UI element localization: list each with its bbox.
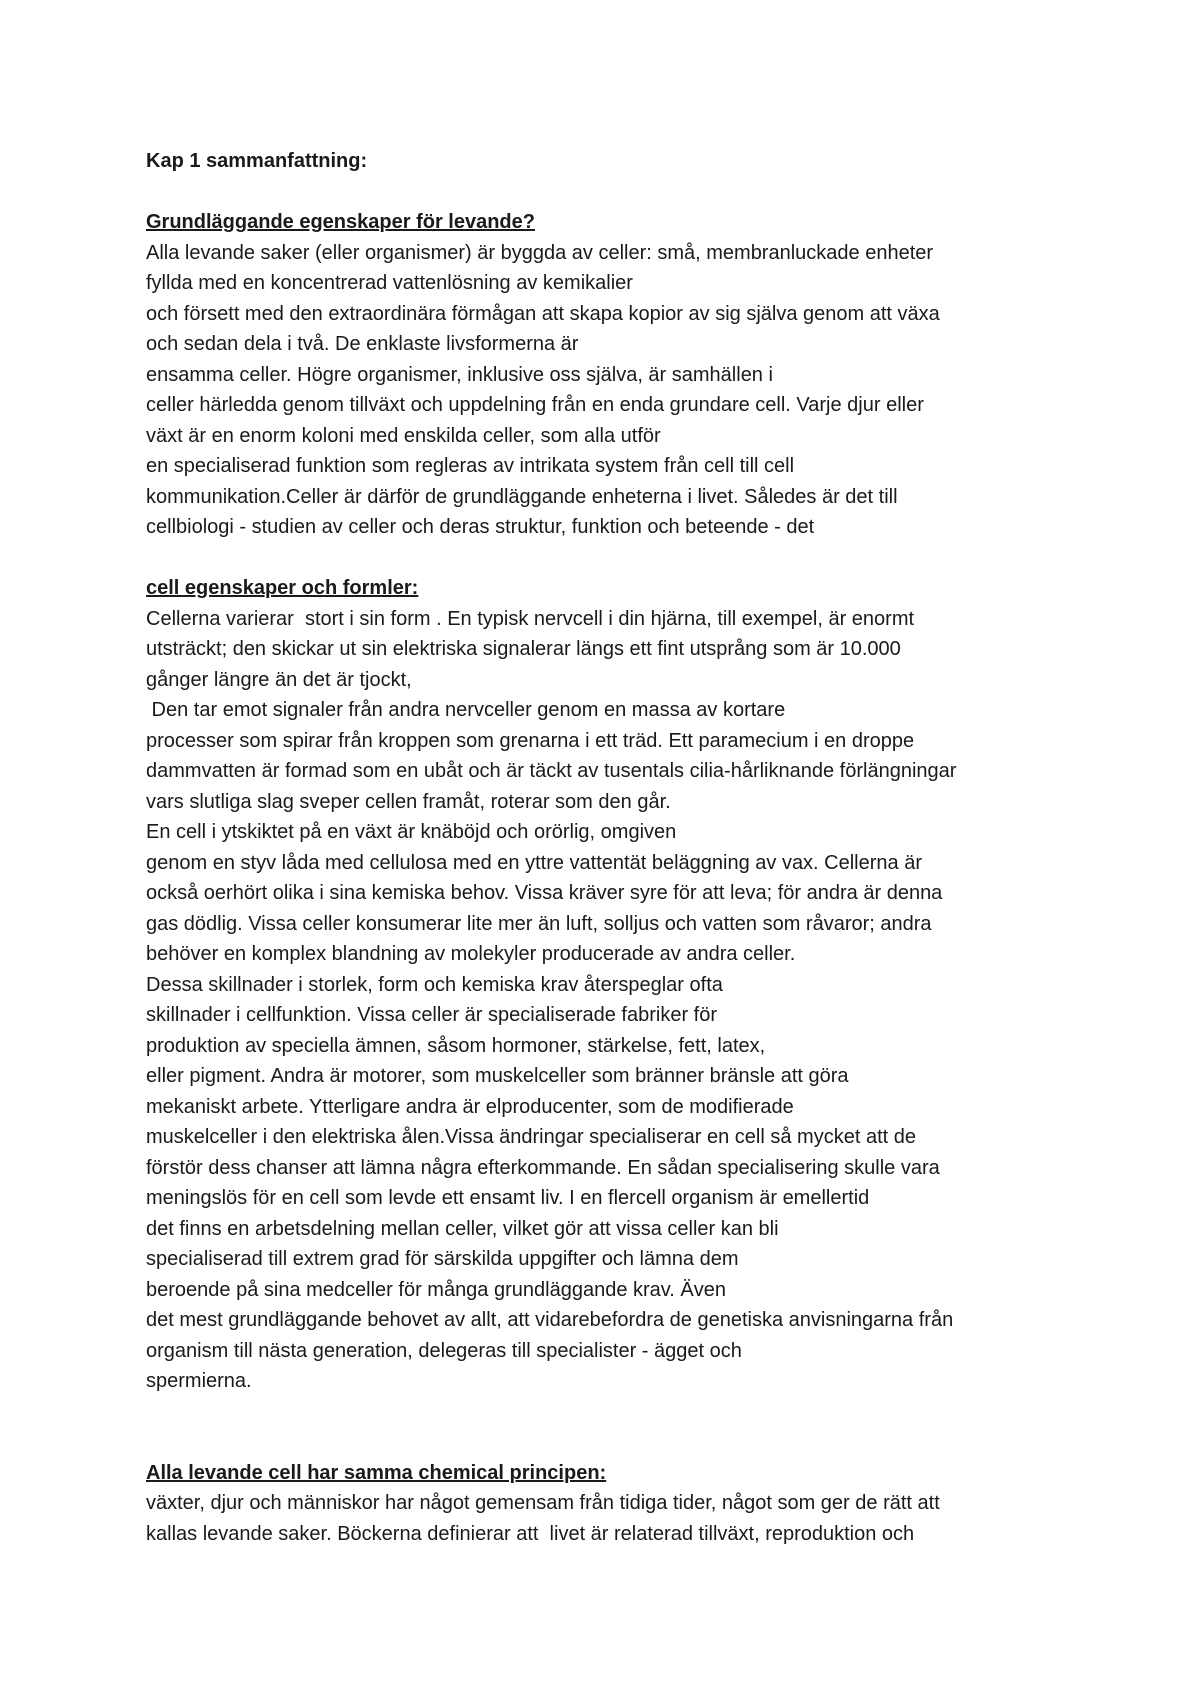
paragraph-line: Den tar emot signaler från andra nervceller genom en massa av kortare xyxy=(146,699,786,721)
section-body-grundlaggande xyxy=(146,238,1086,543)
paragraph-line: gånger längre än det är tjockt, xyxy=(146,668,412,691)
paragraph-line: kommunikation.Celler är därför de grundläggande enheterna i livet. Således är det till xyxy=(146,485,898,508)
paragraph-line: mekaniskt arbete. Ytterligare andra är elproducenter, som de modifierade xyxy=(146,1095,794,1118)
paragraph-line: dammvatten är formad som en ubåt och är täckt av tusentals cilia-hårliknande förlängningar xyxy=(146,760,957,782)
section-body-cell-egenskaper xyxy=(146,604,1086,1397)
paragraph-line: kallas levande saker. Böckerna definierar att livet är relaterad tillväxt, reproduktion och xyxy=(146,1522,915,1545)
paragraph-line: specialiserad till extrem grad för särskilda uppgifter och lämna dem xyxy=(146,1248,739,1270)
paragraph-line: spermierna. xyxy=(146,1370,252,1392)
spacer xyxy=(146,177,1086,208)
document-body xyxy=(146,146,1086,1549)
paragraph-line: och försett med den extraordinära förmågan att skapa kopior av sig själva genom att växa xyxy=(146,302,940,325)
paragraph-line: vars slutliga slag sveper cellen framåt, roterar som den går. xyxy=(146,790,671,813)
section-heading-alla-levande: Alla levande cell har samma chemical principen: xyxy=(146,1461,607,1484)
paragraph-line: fyllda med en koncentrerad vattenlösning av kemikalier xyxy=(146,272,633,294)
spacer xyxy=(146,543,1086,574)
paragraph-line: genom en styv låda med cellulosa med en yttre vattentät beläggning av vax. Cellerna är xyxy=(146,851,922,874)
paragraph-line: växt är en enorm koloni med enskilda celler, som alla utför xyxy=(146,424,661,447)
paragraph-line: växter, djur och människor har något gemensam från tidiga tider, något som ger de rätt att xyxy=(146,1492,940,1514)
spacer xyxy=(146,1397,1086,1458)
paragraph-line: en specialiserad funktion som regleras av intrikata system från cell till cell xyxy=(146,455,795,477)
paragraph-line: utsträckt; den skickar ut sin elektriska signalerar längs ett fint utsprång som är 10.000 xyxy=(146,638,901,660)
paragraph-line: processer som spirar från kroppen som grenarna i ett träd. Ett paramecium i en droppe xyxy=(146,729,915,752)
paragraph-line: och sedan dela i två. De enklaste livsformerna är xyxy=(146,333,579,355)
paragraph-line: det finns en arbetsdelning mellan celler, vilket gör att vissa celler kan bli xyxy=(146,1217,779,1240)
paragraph-line: Alla levande saker (eller organismer) är byggda av celler: små, membranluckade enheter xyxy=(146,241,934,264)
paragraph-line: eller pigment. Andra är motorer, som muskelceller som bränner bränsle att göra xyxy=(146,1065,849,1087)
document-title: Kap 1 sammanfattning: xyxy=(146,150,368,172)
paragraph-line: beroende på sina medceller för många grundläggande krav. Även xyxy=(146,1278,726,1301)
paragraph-line: också oerhört olika i sina kemiska behov. Vissa kräver syre för att leva; för andra är denna xyxy=(146,882,943,904)
paragraph-line: gas dödlig. Vissa celler konsumerar lite mer än luft, solljus och vatten som råvaror; andra xyxy=(146,912,932,935)
paragraph-line: Cellerna varierar stort i sin form . En typisk nervcell i din hjärna, till exempel, är enormt xyxy=(146,607,915,630)
paragraph-line: behöver en komplex blandning av molekyler producerade av andra celler. xyxy=(146,943,796,965)
paragraph-line: meningslös för en cell som levde ett ensamt liv. I en flercell organism är emellertid xyxy=(146,1187,870,1209)
paragraph-line: celler härledda genom tillväxt och uppdelning från en enda grundare cell. Varje djur eller xyxy=(146,394,924,416)
paragraph-line: det mest grundläggande behovet av allt, att vidarebefordra de genetiska anvisningarna från xyxy=(146,1309,954,1331)
paragraph-line: förstör dess chanser att lämna några efterkommande. En sådan specialisering skulle vara xyxy=(146,1156,940,1179)
section-heading-grundlaggande: Grundläggande egenskaper för levande? xyxy=(146,211,535,233)
paragraph-line: cellbiologi - studien av celler och deras struktur, funktion och beteende - det xyxy=(146,516,815,538)
paragraph-line: ensamma celler. Högre organismer, inklusive oss själva, är samhällen i xyxy=(146,363,773,386)
section-heading-cell-egenskaper: cell egenskaper och formler: xyxy=(146,577,419,599)
paragraph-line: produktion av speciella ämnen, såsom hormoner, stärkelse, fett, latex, xyxy=(146,1034,766,1057)
paragraph-line: Dessa skillnader i storlek, form och kemiska krav återspeglar ofta xyxy=(146,973,723,996)
paragraph-line: skillnader i cellfunktion. Vissa celler är specialiserade fabriker för xyxy=(146,1004,717,1026)
paragraph-line: organism till nästa generation, delegeras till specialister - ägget och xyxy=(146,1339,742,1362)
section-body-alla-levande xyxy=(146,1488,1086,1549)
paragraph-line: muskelceller i den elektriska ålen.Vissa ändringar specialiserar en cell så mycket att de xyxy=(146,1126,916,1148)
paragraph-line: En cell i ytskiktet på en växt är knäböjd och orörlig, omgiven xyxy=(146,821,677,843)
